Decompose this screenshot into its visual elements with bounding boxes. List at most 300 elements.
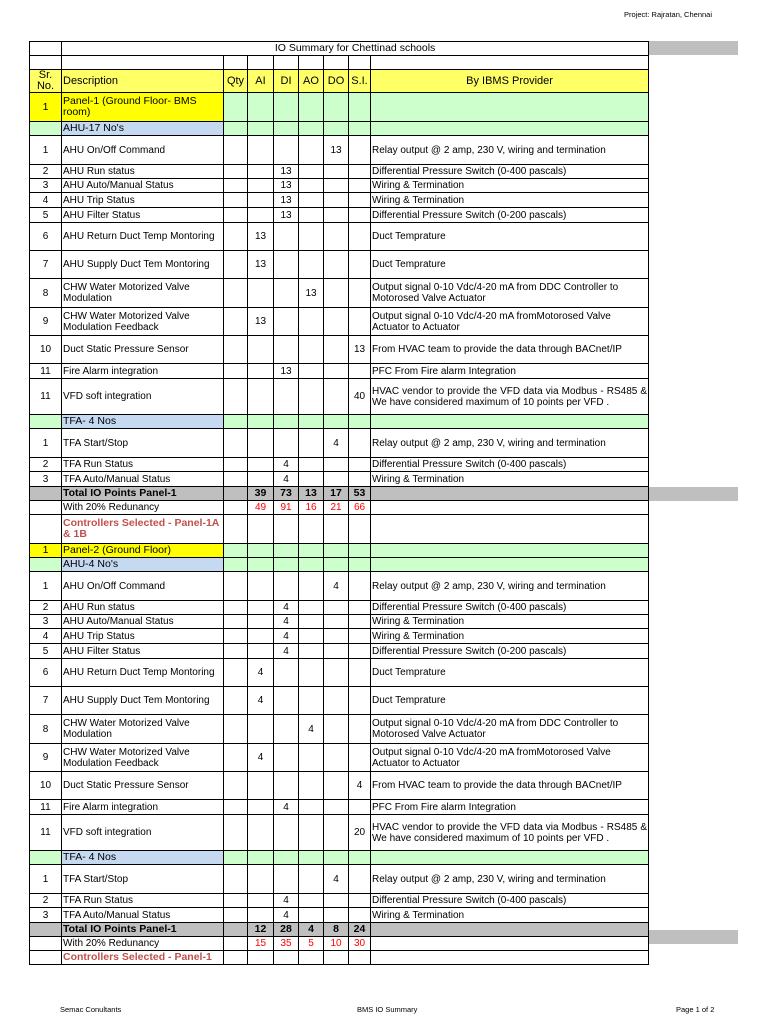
table-row — [30, 800, 649, 815]
cell-sr: 10 — [30, 772, 62, 800]
gray-strip-total1 — [648, 487, 738, 501]
table-row — [30, 165, 649, 179]
cell-do — [324, 279, 349, 308]
cell-si — [349, 865, 371, 894]
table-row — [30, 772, 649, 800]
cell-ao — [299, 379, 324, 415]
cell-description: TFA Run Status — [62, 894, 224, 908]
cell-ai — [248, 894, 274, 908]
cell-di: 4 — [274, 629, 299, 644]
cell-provider: Wiring & Termination — [371, 615, 649, 629]
blank-cell — [349, 544, 371, 558]
blank-cell — [30, 951, 62, 965]
project-label: Project: Rajratan, Chennai — [624, 10, 712, 19]
cell-provider: Relay output @ 2 amp, 230 V, wiring and termination — [371, 572, 649, 601]
controllers-row — [30, 951, 649, 965]
panel-number: 1 — [30, 544, 62, 558]
cell-si — [349, 251, 371, 279]
cell-provider: Wiring & Termination — [371, 193, 649, 208]
cell-ai — [248, 458, 274, 472]
cell-qty — [224, 458, 248, 472]
cell-ai — [248, 279, 274, 308]
cell-di: 13 — [274, 165, 299, 179]
cell-di: 13 — [274, 208, 299, 223]
cell-provider: Wiring & Termination — [371, 472, 649, 487]
blank-cell — [371, 415, 649, 429]
blank-cell — [371, 544, 649, 558]
cell-ao — [299, 615, 324, 629]
table-row — [30, 644, 649, 659]
cell-sr: 2 — [30, 458, 62, 472]
cell-di: 4 — [274, 894, 299, 908]
cell-di — [274, 308, 299, 336]
cell-qty — [224, 615, 248, 629]
cell-provider: Relay output @ 2 amp, 230 V, wiring and termination — [371, 136, 649, 165]
cell-do — [324, 615, 349, 629]
cell-ai — [248, 472, 274, 487]
header-qty: Qty — [224, 70, 248, 93]
cell-description: CHW Water Motorized Valve Modulation — [62, 279, 224, 308]
cell-ao — [299, 894, 324, 908]
table-row — [30, 458, 649, 472]
cell-do: 13 — [324, 136, 349, 165]
blank-cell — [224, 122, 248, 136]
cell-qty — [224, 629, 248, 644]
controllers-label: Controllers Selected - Panel-1A & 1B — [62, 515, 224, 544]
cell-ao — [299, 251, 324, 279]
cell-do — [324, 601, 349, 615]
blank-cell — [224, 937, 248, 951]
cell-sr: 2 — [30, 601, 62, 615]
cell-ai — [248, 572, 274, 601]
blank-cell — [299, 122, 324, 136]
cell-qty — [224, 772, 248, 800]
blank-cell — [274, 415, 299, 429]
cell-sr: 7 — [30, 251, 62, 279]
total-ao: 13 — [299, 487, 324, 501]
gray-strip-title — [648, 41, 738, 55]
cell-do — [324, 715, 349, 744]
cell-di: 4 — [274, 908, 299, 923]
section-title: AHU-17 No's — [62, 122, 224, 136]
table-row — [30, 865, 649, 894]
total-label: Total IO Points Panel-1 — [62, 923, 224, 937]
cell-description: Duct Static Pressure Sensor — [62, 772, 224, 800]
cell-sr: 4 — [30, 629, 62, 644]
table-row — [30, 472, 649, 487]
cell-di — [274, 744, 299, 772]
cell-sr: 5 — [30, 644, 62, 659]
cell-si — [349, 908, 371, 923]
cell-qty — [224, 379, 248, 415]
header-si: S.I. — [349, 70, 371, 93]
cell-description: AHU On/Off Command — [62, 572, 224, 601]
cell-provider: From HVAC team to provide the data through BACnet/IP — [371, 336, 649, 364]
redundancy-si: 66 — [349, 501, 371, 515]
blank-cell — [299, 544, 324, 558]
cell-ai — [248, 379, 274, 415]
cell-qty — [224, 800, 248, 815]
cell-ao — [299, 572, 324, 601]
cell-do — [324, 364, 349, 379]
redundancy-do: 21 — [324, 501, 349, 515]
redundancy-label: With 20% Redunancy — [62, 937, 224, 951]
total-do: 17 — [324, 487, 349, 501]
table-row — [30, 379, 649, 415]
cell-ao — [299, 865, 324, 894]
cell-qty — [224, 715, 248, 744]
cell-ai: 4 — [248, 744, 274, 772]
cell-ao — [299, 208, 324, 223]
cell-sr: 8 — [30, 279, 62, 308]
sheet-title: IO Summary for Chettinad schools — [62, 42, 649, 56]
cell-di — [274, 429, 299, 458]
cell-description: AHU Supply Duct Tem Montoring — [62, 251, 224, 279]
cell-si — [349, 572, 371, 601]
redundancy-label: With 20% Redunancy — [62, 501, 224, 515]
cell-provider: From HVAC team to provide the data through BACnet/IP — [371, 772, 649, 800]
cell-qty — [224, 193, 248, 208]
cell-si — [349, 308, 371, 336]
cell-qty — [224, 279, 248, 308]
cell-description: TFA Auto/Manual Status — [62, 908, 224, 923]
cell-qty — [224, 165, 248, 179]
section-header-row — [30, 122, 649, 136]
cell-provider: Wiring & Termination — [371, 179, 649, 193]
blank-cell — [274, 122, 299, 136]
cell-description: VFD soft integration — [62, 815, 224, 851]
cell-sr: 10 — [30, 336, 62, 364]
header-di: DI — [274, 70, 299, 93]
cell-description: TFA Start/Stop — [62, 429, 224, 458]
cell-sr: 1 — [30, 572, 62, 601]
cell-description: AHU Run status — [62, 601, 224, 615]
cell-ao — [299, 136, 324, 165]
blank-cell — [224, 501, 248, 515]
blank-cell — [349, 122, 371, 136]
blank-cell — [248, 558, 274, 572]
blank-cell — [349, 558, 371, 572]
total-row — [30, 923, 649, 937]
cell-provider: Differential Pressure Switch (0-200 pascals) — [371, 644, 649, 659]
cell-description: AHU Filter Status — [62, 644, 224, 659]
cell-qty — [224, 336, 248, 364]
blank-cell — [371, 923, 649, 937]
cell-ao — [299, 800, 324, 815]
cell-do — [324, 223, 349, 251]
cell-ao — [299, 687, 324, 715]
blank-cell — [248, 851, 274, 865]
cell-sr: 7 — [30, 687, 62, 715]
table-row — [30, 251, 649, 279]
blank-cell — [371, 122, 649, 136]
header-ao: AO — [299, 70, 324, 93]
cell-ao — [299, 815, 324, 851]
table-row — [30, 308, 649, 336]
cell-si — [349, 644, 371, 659]
blank-cell — [371, 93, 649, 122]
cell-sr: 8 — [30, 715, 62, 744]
table-row — [30, 894, 649, 908]
cell-do — [324, 165, 349, 179]
blank-cell — [30, 937, 62, 951]
cell-di — [274, 772, 299, 800]
redundancy-di: 35 — [274, 937, 299, 951]
cell-sr: 3 — [30, 472, 62, 487]
cell-si: 40 — [349, 379, 371, 415]
blank-cell — [371, 501, 649, 515]
cell-sr: 6 — [30, 659, 62, 687]
header-ai: AI — [248, 70, 274, 93]
total-do: 8 — [324, 923, 349, 937]
blank-cell — [274, 93, 299, 122]
blank-cell — [224, 93, 248, 122]
cell-si — [349, 179, 371, 193]
cell-ao — [299, 458, 324, 472]
cell-ai — [248, 336, 274, 364]
cell-qty — [224, 659, 248, 687]
cell-sr: 11 — [30, 800, 62, 815]
cell-do: 4 — [324, 429, 349, 458]
table-row — [30, 659, 649, 687]
cell-provider: Output signal 0-10 Vdc/4-20 mA fromMotorosed Valve Actuator to Actuator — [371, 308, 649, 336]
cell-description: AHU Auto/Manual Status — [62, 615, 224, 629]
cell-di: 13 — [274, 193, 299, 208]
redundancy-di: 91 — [274, 501, 299, 515]
cell-si — [349, 364, 371, 379]
cell-description: TFA Auto/Manual Status — [62, 472, 224, 487]
blank-cell — [30, 415, 62, 429]
cell-ao — [299, 429, 324, 458]
blank-cell — [349, 93, 371, 122]
blank-cell — [248, 122, 274, 136]
blank-cell — [30, 515, 62, 544]
cell-do — [324, 687, 349, 715]
cell-ai — [248, 601, 274, 615]
cell-do — [324, 472, 349, 487]
cell-description: CHW Water Motorized Valve Modulation — [62, 715, 224, 744]
cell-description: AHU Auto/Manual Status — [62, 179, 224, 193]
cell-ao — [299, 908, 324, 923]
cell-ai — [248, 208, 274, 223]
cell-description: TFA Start/Stop — [62, 865, 224, 894]
cell-description: AHU Filter Status — [62, 208, 224, 223]
cell-ai: 13 — [248, 251, 274, 279]
header-provider: By IBMS Provider — [371, 70, 649, 93]
cell-si — [349, 136, 371, 165]
cell-do — [324, 644, 349, 659]
total-row — [30, 487, 649, 501]
cell-ao — [299, 472, 324, 487]
blank-cell — [299, 515, 324, 544]
cell-di: 4 — [274, 458, 299, 472]
cell-si — [349, 458, 371, 472]
cell-do — [324, 458, 349, 472]
cell-qty — [224, 687, 248, 715]
cell-do — [324, 744, 349, 772]
blank-cell — [30, 487, 62, 501]
cell-sr: 1 — [30, 865, 62, 894]
cell-description: Duct Static Pressure Sensor — [62, 336, 224, 364]
cell-si — [349, 193, 371, 208]
cell-ao — [299, 601, 324, 615]
footer-left: Semac Conultants — [60, 1005, 122, 1014]
cell-di — [274, 379, 299, 415]
cell-description: AHU On/Off Command — [62, 136, 224, 165]
cell-sr: 11 — [30, 379, 62, 415]
cell-ai: 4 — [248, 659, 274, 687]
blank-cell — [30, 851, 62, 865]
total-ai: 39 — [248, 487, 274, 501]
cell-provider: Duct Temprature — [371, 223, 649, 251]
cell-qty — [224, 908, 248, 923]
cell-ao: 13 — [299, 279, 324, 308]
header-sr: Sr. No. — [30, 70, 62, 93]
cell-ai — [248, 865, 274, 894]
table-row — [30, 208, 649, 223]
cell-si — [349, 601, 371, 615]
panel-header-row — [30, 544, 649, 558]
cell-sr: 3 — [30, 615, 62, 629]
cell-provider: Differential Pressure Switch (0-400 pascals) — [371, 601, 649, 615]
cell-do — [324, 772, 349, 800]
blank-cell — [299, 93, 324, 122]
blank-cell — [299, 851, 324, 865]
blank-cell — [274, 515, 299, 544]
cell-sr: 9 — [30, 744, 62, 772]
cell-di — [274, 572, 299, 601]
cell-ao — [299, 193, 324, 208]
cell-ai — [248, 715, 274, 744]
redundancy-ao: 16 — [299, 501, 324, 515]
blank-cell — [30, 42, 62, 56]
blank-cell — [349, 415, 371, 429]
cell-si: 20 — [349, 815, 371, 851]
cell-qty — [224, 208, 248, 223]
blank-cell — [349, 951, 371, 965]
total-ao: 4 — [299, 923, 324, 937]
blank-cell — [224, 851, 248, 865]
blank-cell — [371, 487, 649, 501]
redundancy-ai: 49 — [248, 501, 274, 515]
cell-ai — [248, 364, 274, 379]
cell-ai: 4 — [248, 687, 274, 715]
blank-cell — [371, 515, 649, 544]
cell-ai — [248, 629, 274, 644]
section-header-row — [30, 558, 649, 572]
cell-provider: Output signal 0-10 Vdc/4-20 mA from DDC Controller to Motorosed Valve Actuator — [371, 279, 649, 308]
footer-right: Page 1 of 2 — [676, 1005, 715, 1014]
blank-cell — [324, 122, 349, 136]
cell-do — [324, 208, 349, 223]
cell-di: 13 — [274, 179, 299, 193]
cell-provider: Wiring & Termination — [371, 629, 649, 644]
section-title: AHU-4 No's — [62, 558, 224, 572]
table-row — [30, 572, 649, 601]
cell-si — [349, 165, 371, 179]
cell-do: 4 — [324, 865, 349, 894]
blank-cell — [299, 951, 324, 965]
cell-si — [349, 208, 371, 223]
cell-ai — [248, 908, 274, 923]
table-row — [30, 364, 649, 379]
cell-description: TFA Run Status — [62, 458, 224, 472]
cell-do — [324, 379, 349, 415]
cell-do — [324, 894, 349, 908]
cell-di — [274, 687, 299, 715]
cell-description: AHU Return Duct Temp Montoring — [62, 659, 224, 687]
cell-description: Fire Alarm integration — [62, 800, 224, 815]
cell-ao — [299, 336, 324, 364]
cell-provider: Duct Temprature — [371, 659, 649, 687]
cell-sr: 3 — [30, 908, 62, 923]
redundancy-si: 30 — [349, 937, 371, 951]
section-title: TFA- 4 Nos — [62, 851, 224, 865]
blank-cell — [30, 501, 62, 515]
cell-do — [324, 308, 349, 336]
blank-cell — [371, 558, 649, 572]
blank-cell — [248, 515, 274, 544]
header-description: Description — [62, 70, 224, 93]
cell-do — [324, 336, 349, 364]
cell-si — [349, 687, 371, 715]
cell-si — [349, 223, 371, 251]
blank-cell — [324, 515, 349, 544]
blank-cell — [224, 951, 248, 965]
cell-provider: Relay output @ 2 amp, 230 V, wiring and termination — [371, 429, 649, 458]
cell-ai — [248, 800, 274, 815]
cell-provider: Output signal 0-10 Vdc/4-20 mA from DDC Controller to Motorosed Valve Actuator — [371, 715, 649, 744]
total-si: 53 — [349, 487, 371, 501]
table-row — [30, 815, 649, 851]
table-row — [30, 223, 649, 251]
footer-center: BMS IO Summary — [357, 1005, 418, 1014]
blank-cell — [248, 415, 274, 429]
cell-provider: Differential Pressure Switch (0-400 pascals) — [371, 458, 649, 472]
cell-sr: 2 — [30, 165, 62, 179]
cell-description: AHU Trip Status — [62, 629, 224, 644]
cell-qty — [224, 644, 248, 659]
total-di: 73 — [274, 487, 299, 501]
blank-cell — [371, 851, 649, 865]
controllers-label: Controllers Selected - Panel-1 — [62, 951, 224, 965]
cell-do — [324, 193, 349, 208]
total-ai: 12 — [248, 923, 274, 937]
cell-si — [349, 800, 371, 815]
cell-ai — [248, 193, 274, 208]
cell-ai — [248, 815, 274, 851]
table-row — [30, 615, 649, 629]
cell-qty — [224, 136, 248, 165]
blank-cell — [248, 93, 274, 122]
cell-ai — [248, 429, 274, 458]
redundancy-do: 10 — [324, 937, 349, 951]
cell-sr: 3 — [30, 179, 62, 193]
cell-do — [324, 800, 349, 815]
cell-provider: Duct Temprature — [371, 687, 649, 715]
blank-cell — [371, 951, 649, 965]
cell-description: AHU Run status — [62, 165, 224, 179]
total-si: 24 — [349, 923, 371, 937]
cell-provider: Wiring & Termination — [371, 908, 649, 923]
cell-sr: 2 — [30, 894, 62, 908]
blank-cell — [324, 93, 349, 122]
cell-di — [274, 815, 299, 851]
cell-description: CHW Water Motorized Valve Modulation Feedback — [62, 744, 224, 772]
cell-di — [274, 659, 299, 687]
cell-do — [324, 659, 349, 687]
cell-provider: HVAC vendor to provide the VFD data via Modbus - RS485 & We have considered maximum of 10 points per VFD . — [371, 815, 649, 851]
